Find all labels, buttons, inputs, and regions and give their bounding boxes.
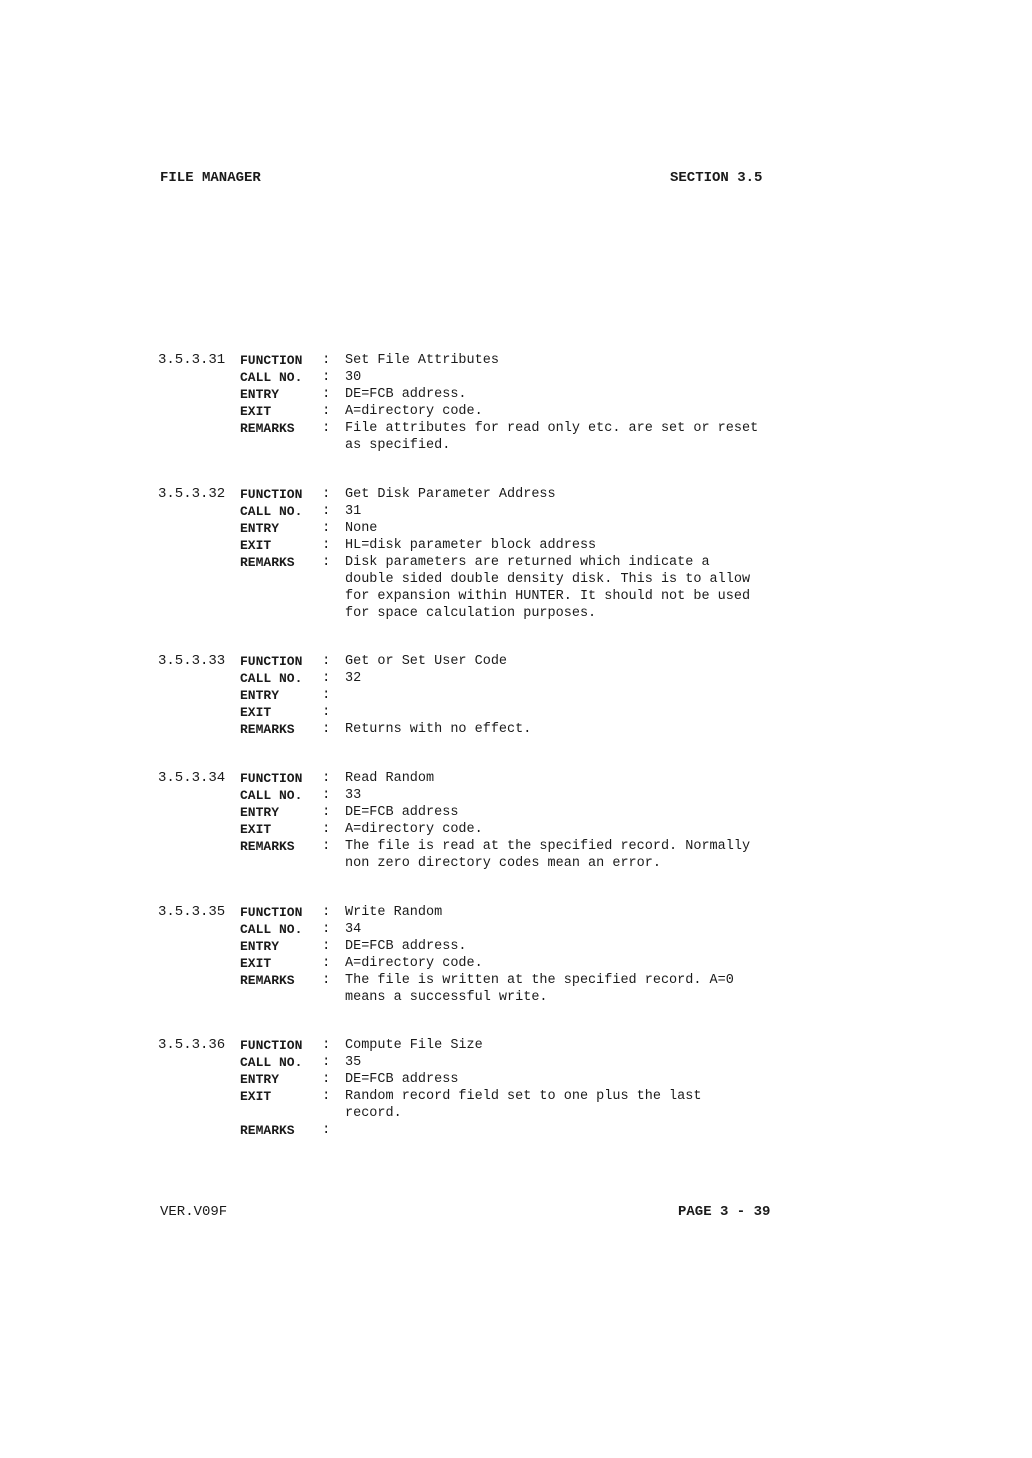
colon: : [322, 352, 331, 368]
exit-label: EXIT [240, 404, 272, 419]
function-value: Get Disk Parameter Address [345, 487, 556, 502]
colon: : [322, 687, 331, 703]
section-number: 3.5.3.36 [158, 1037, 226, 1053]
entry-label: ENTRY [240, 805, 280, 820]
remarks-line: File attributes for read only etc. are set or reset [345, 421, 759, 436]
remarks-line: non zero directory codes mean an error. [345, 856, 661, 871]
call-no-label: CALL NO. [240, 788, 303, 803]
colon: : [322, 554, 331, 570]
entry-label: ENTRY [240, 521, 280, 536]
exit-value: A=directory code. [345, 404, 483, 419]
entry-label: ENTRY [240, 387, 280, 402]
function-value: Read Random [345, 771, 435, 786]
colon: : [322, 537, 331, 553]
remarks-line: The file is written at the specified record. A=0 [345, 973, 734, 988]
colon: : [322, 787, 331, 803]
entry-label: ENTRY [240, 939, 280, 954]
remarks-line: The file is read at the specified record. Normally [345, 839, 751, 854]
function-label: FUNCTION [240, 487, 303, 502]
function-value: Compute File Size [345, 1038, 483, 1053]
remarks-line: Disk parameters are returned which indicate a [345, 555, 710, 570]
entry-value: DE=FCB address. [345, 939, 467, 954]
remarks-line: means a successful write. [345, 990, 548, 1005]
colon: : [322, 704, 331, 720]
remarks-line: as specified. [345, 438, 451, 453]
colon: : [322, 1054, 331, 1070]
call-no-value: 33 [345, 788, 362, 803]
remarks-label: REMARKS [240, 973, 295, 988]
entry-value: DE=FCB address [345, 1072, 459, 1087]
colon: : [322, 955, 331, 971]
function-label: FUNCTION [240, 353, 303, 368]
function-label: FUNCTION [240, 905, 303, 920]
function-label: FUNCTION [240, 1038, 303, 1053]
remarks-label: REMARKS [240, 1123, 295, 1138]
remarks-label: REMARKS [240, 722, 295, 737]
call-no-value: 31 [345, 504, 362, 519]
colon: : [322, 1088, 331, 1104]
colon: : [322, 403, 331, 419]
exit-line: record. [345, 1106, 402, 1121]
remarks-line: for expansion within HUNTER. It should not be used [345, 589, 751, 604]
entry-value: DE=FCB address. [345, 387, 467, 402]
colon: : [322, 721, 331, 737]
colon: : [322, 770, 331, 786]
colon: : [322, 904, 331, 920]
call-no-value: 34 [345, 922, 362, 937]
colon: : [322, 486, 331, 502]
header-title: FILE MANAGER [160, 170, 261, 186]
colon: : [322, 670, 331, 686]
exit-value: HL=disk parameter block address [345, 538, 597, 553]
colon: : [322, 420, 331, 436]
remarks-label: REMARKS [240, 555, 295, 570]
section-number: 3.5.3.32 [158, 486, 226, 502]
function-value: Get or Set User Code [345, 654, 508, 669]
section-number: 3.5.3.35 [158, 904, 226, 920]
remarks-label: REMARKS [240, 839, 295, 854]
remarks-line: Returns with no effect. [345, 722, 532, 737]
entry-label: ENTRY [240, 1072, 280, 1087]
exit-label: EXIT [240, 956, 272, 971]
footer-version: VER.V09F [160, 1204, 228, 1220]
entry-value: None [345, 521, 378, 536]
remarks-line: double sided double density disk. This is to allow [345, 572, 751, 587]
function-value: Write Random [345, 905, 443, 920]
call-no-label: CALL NO. [240, 671, 303, 686]
colon: : [322, 804, 331, 820]
remarks-line: for space calculation purposes. [345, 606, 597, 621]
call-no-value: 32 [345, 671, 362, 686]
header-section: SECTION 3.5 [670, 170, 763, 186]
call-no-label: CALL NO. [240, 1055, 303, 1070]
colon: : [322, 386, 331, 402]
exit-value: A=directory code. [345, 822, 483, 837]
remarks-label: REMARKS [240, 421, 295, 436]
call-no-label: CALL NO. [240, 504, 303, 519]
exit-label: EXIT [240, 1089, 272, 1104]
colon: : [322, 921, 331, 937]
colon: : [322, 1037, 331, 1053]
section-number: 3.5.3.31 [158, 352, 226, 368]
exit-label: EXIT [240, 705, 272, 720]
colon: : [322, 938, 331, 954]
colon: : [322, 503, 331, 519]
colon: : [322, 520, 331, 536]
colon: : [322, 653, 331, 669]
colon: : [322, 838, 331, 854]
footer-page-number: PAGE 3 - 39 [678, 1204, 771, 1220]
function-label: FUNCTION [240, 654, 303, 669]
call-no-label: CALL NO. [240, 370, 303, 385]
entry-value: DE=FCB address [345, 805, 459, 820]
entry-label: ENTRY [240, 688, 280, 703]
colon: : [322, 1071, 331, 1087]
section-number: 3.5.3.33 [158, 653, 226, 669]
exit-label: EXIT [240, 538, 272, 553]
function-value: Set File Attributes [345, 353, 499, 368]
colon: : [322, 369, 331, 385]
colon: : [322, 972, 331, 988]
colon: : [322, 821, 331, 837]
exit-label: EXIT [240, 822, 272, 837]
call-no-value: 30 [345, 370, 362, 385]
colon: : [322, 1122, 331, 1138]
function-label: FUNCTION [240, 771, 303, 786]
section-number: 3.5.3.34 [158, 770, 226, 786]
exit-value: Random record field set to one plus the last [345, 1089, 702, 1104]
exit-value: A=directory code. [345, 956, 483, 971]
call-no-label: CALL NO. [240, 922, 303, 937]
call-no-value: 35 [345, 1055, 362, 1070]
